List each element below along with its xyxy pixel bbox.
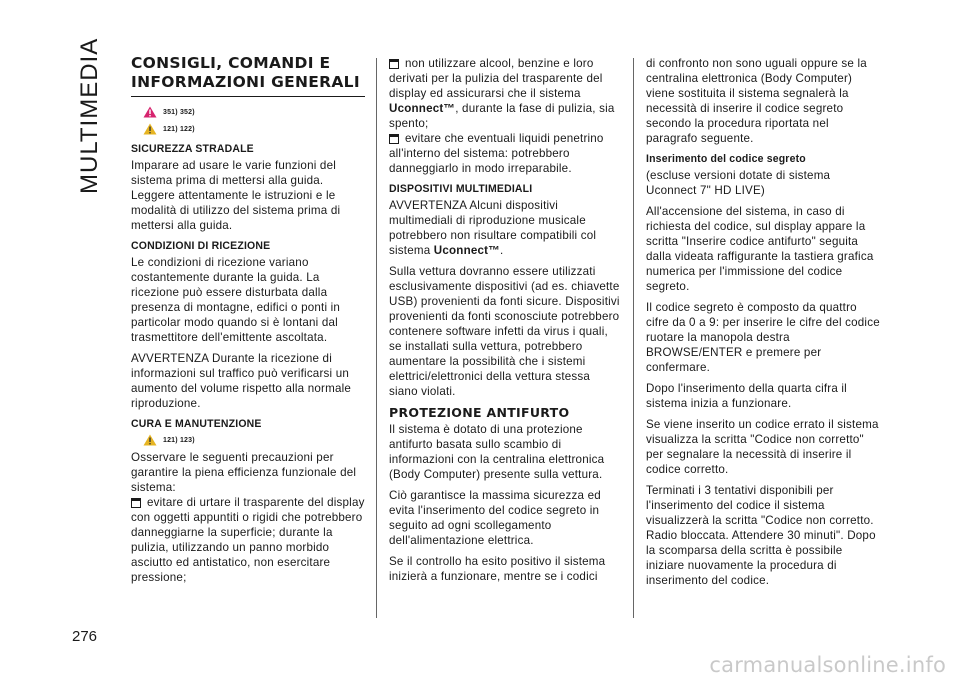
- bullet-icon: [131, 498, 141, 508]
- section-title: SICUREZZA STRADALE: [131, 143, 254, 155]
- column-divider: [633, 58, 634, 618]
- paragraph: Dopo l'inserimento della quarta cifra il sistema inizia a funzionare.: [646, 382, 847, 410]
- column-divider: [376, 58, 377, 618]
- caution-warning-icon: [143, 434, 157, 446]
- paragraph: Il sistema è dotato di una protezione antifurto basata sullo scambio di informazioni con la centralina elettronica (Body Computer) presente sulla vettura.: [389, 423, 605, 481]
- paragraph: (escluse versioni dotate di sistema Uconnect 7" HD LIVE): [646, 169, 831, 197]
- section-title-text: MULTIMEDIA: [76, 37, 103, 194]
- page-number: 276: [72, 628, 98, 645]
- bullet-item: evitare di urtare il trasparente del display con oggetti appuntiti o rigidi che potrebbero danneggiarne la superficie; durante la pulizia, utilizzando un panno morbido asciutto ed antistatico, non esercitare pressione;: [131, 496, 365, 584]
- paragraph: All'accensione del sistema, in caso di richiesta del codice, sul display appare la scritta "Inserire codice antifurto" seguita dalla videata raffigurante la tastiera grafica numerica per l'immissione del codice segreto.: [646, 205, 874, 293]
- caution-warning-icon: [143, 123, 157, 135]
- warning-paragraph: AVVERTENZA Alcuni dispositivi multimediali di riproduzione musicale potrebbero non risultare compatibili col sistema Uconnect™.: [389, 199, 597, 257]
- paragraph: Sulla vettura dovranno essere utilizzati esclusivamente dispositivi (ad es. chiavette USB) provenienti da fonti sicure. Dispositivi provenienti da fonti sconosciute potrebbero contenere software infetti da virus i quali, se installati sulla vettura, potrebbero aumentare la possibilità che i sistemi elettrici/elettronici della vettura stessa siano violati.: [389, 265, 620, 398]
- warning-reference: [143, 433, 365, 447]
- section-title: CURA E MANUTENZIONE: [131, 418, 262, 430]
- subsection-title: Inserimento del codice segreto: [646, 153, 806, 165]
- danger-warning-icon: [143, 106, 157, 118]
- section-title-vertical: [76, 37, 116, 194]
- watermark: carmanualsonline.info: [709, 653, 946, 677]
- paragraph: Se il controllo ha esito positivo il sistema inizierà a funzionare, mentre se i codici: [389, 555, 606, 583]
- chapter-heading: CONSIGLI, COMANDI E INFORMAZIONI GENERALI: [131, 54, 365, 97]
- paragraph: di confronto non sono uguali oppure se la centralina elettronica (Body Computer) viene sostituita il sistema segnalerà la necessità di inserire il codice segreto secondo la procedura riportata nel paragrafo seguente.: [646, 57, 867, 145]
- column-3: [646, 56, 882, 594]
- brand-name: Uconnect™: [389, 102, 456, 115]
- paragraph: Se viene inserito un codice errato il sistema visualizza la scritta "Codice non corretto" per segnalare la necessità di inserire il codice corretto.: [646, 418, 879, 476]
- column-1: [131, 54, 365, 591]
- paragraph: Il codice segreto è composto da quattro cifre da 0 a 9: per inserire le cifre del codice ruotare la manopola destra BROWSE/ENTER e premere per confermare.: [646, 301, 880, 374]
- brand-name: Uconnect™: [433, 244, 500, 257]
- section-title: DISPOSITIVI MULTIMEDIALI: [389, 183, 533, 195]
- paragraph: Le condizioni di ricezione variano costantemente durante la guida. La ricezione può essere disturbata dalla presenza di montagne, edifici o ponti in particolar modo quando si è lontani dal trasmettitore dell'emittente ascoltata.: [131, 256, 341, 344]
- section-title: CONDIZIONI DI RICEZIONE: [131, 240, 271, 252]
- section-heading: PROTEZIONE ANTIFURTO: [389, 405, 570, 420]
- reference-numbers: 351) 352): [163, 108, 195, 116]
- reference-numbers: 121) 123): [163, 436, 195, 444]
- bullet-icon: [389, 59, 399, 69]
- reference-numbers: 121) 122): [163, 125, 195, 133]
- warning-paragraph: AVVERTENZA Durante la ricezione di informazioni sul traffico può verificarsi un aumento del volume rispetto alla normale riproduzione.: [131, 352, 352, 410]
- paragraph: Terminati i 3 tentativi disponibili per l'inserimento del codice il sistema visualizzerà la scritta "Codice non corretto. Radio bloccata. Attendere 30 minuti". Dopo la scomparsa della scritta è possibile iniziare nuovamente la procedura di inserimento del codice.: [646, 484, 876, 587]
- danger-reference: [143, 105, 365, 119]
- bullet-item: non utilizzare alcool, benzine e loro derivati per la pulizia del trasparente del display ed assicurarsi che il sistema Uconnect™, durante la fase di pulizia, sia spento;: [389, 57, 615, 130]
- paragraph: Imparare ad usare le varie funzioni del sistema prima di mettersi alla guida. Leggere attentamente le istruzioni e le modalità di utilizzo del sistema prima di mettersi alla guida.: [131, 159, 341, 232]
- paragraph: Osservare le seguenti precauzioni per garantire la piena efficienza funzionale del sistema:: [131, 451, 357, 494]
- bullet-item: evitare che eventuali liquidi penetrino all'interno del sistema: potrebbero danneggiarlo in modo irreparabile.: [389, 132, 604, 175]
- paragraph: Ciò garantisce la massima sicurezza ed evita l'inserimento del codice segreto in seguito ad ogni scollegamento dell'alimentazione elettrica.: [389, 489, 601, 547]
- column-2: [389, 56, 621, 590]
- warning-reference: [143, 122, 365, 136]
- bullet-icon: [389, 134, 399, 144]
